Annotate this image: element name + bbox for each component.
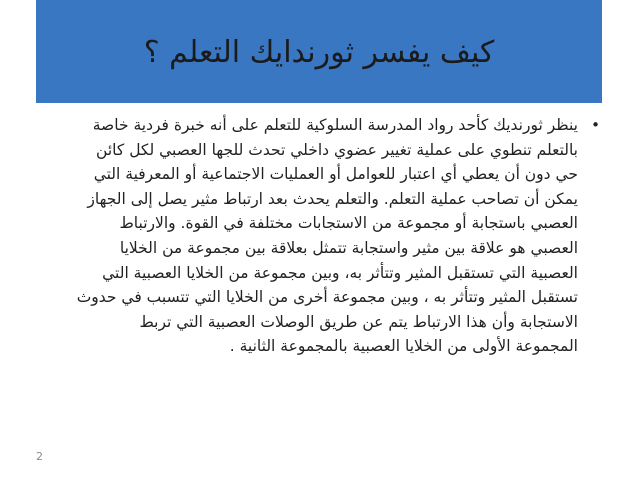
body-line: الاستجابة وأن هذا الارتباط يتم عن طريق الوصلات العصبية التي تربط — [139, 312, 578, 331]
bullet-icon: • — [591, 116, 600, 134]
body-text — [30, 113, 578, 359]
page-number: 2 — [36, 450, 43, 463]
body-line: حي دون أن يعطي أي اعتبار للعوامل أو العمليات الاجتماعية أو المعرفية التي — [93, 165, 578, 184]
body-line: تستقبل المثير وتتأثر به ، وبين مجموعة أخرى من الخلايا التي تتسبب في حدوث — [76, 288, 578, 307]
body-line: المجموعة الأولى من الخلايا العصبية بالمجموعة الثانية . — [229, 337, 578, 356]
body-line: ينظر ثورنديك كأحد رواد المدرسة السلوكية للتعلم على أنه خبرة فردية خاصة — [92, 116, 578, 134]
body-line: بالتعلم تنطوي على عملية تغيير عضوي داخلي تحدث للجها العصبي لكل كائن — [96, 140, 578, 159]
slide-title-bar — [36, 0, 602, 103]
body-line: يمكن أن تصاحب عملية التعلم. والتعلم يحدث بعد ارتباط مثير يصل إلى الجهاز — [87, 189, 578, 208]
body-line: العصبي هو علاقة بين مثير واستجابة تتمثل بعلاقة بين مجموعة من الخلايا — [119, 238, 578, 257]
slide-body — [30, 113, 600, 359]
body-line: العصبي باستجابة أو مجموعة من الاستجابات مختلفة في القوة. والارتباط — [119, 214, 578, 233]
slide-title: كيف يفسر ثورندايك التعلم ؟ — [143, 35, 495, 70]
body-line: العصبية التي تستقبل المثير وتتأثر به، وبين مجموعة من الخلايا العصبية التي — [102, 263, 578, 282]
